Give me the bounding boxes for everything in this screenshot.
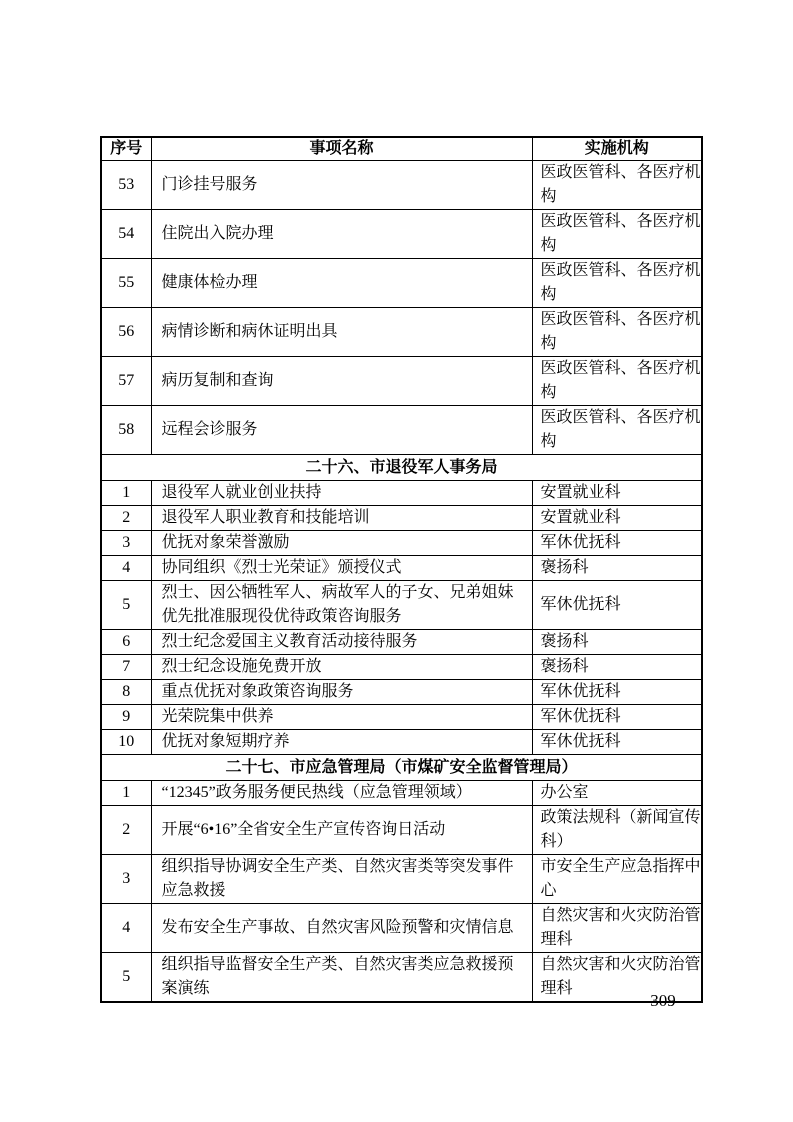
row-org: 军休优抚科 (532, 581, 702, 630)
row-org: 自然灾害和火灾防治管理科 (532, 904, 702, 953)
table-row (101, 259, 702, 308)
row-org: 军休优抚科 (532, 680, 702, 705)
section-row (101, 755, 702, 781)
row-org: 褒扬科 (532, 556, 702, 581)
table-row (101, 655, 702, 680)
row-item-name: 退役军人就业创业扶持 (151, 481, 532, 506)
row-number: 58 (101, 406, 151, 455)
row-number: 4 (101, 904, 151, 953)
table-row (101, 406, 702, 455)
row-org: 医政医管科、各医疗机构 (532, 259, 702, 308)
table-row (101, 581, 702, 630)
row-number: 2 (101, 506, 151, 531)
table-row (101, 705, 702, 730)
table-row (101, 357, 702, 406)
row-number: 57 (101, 357, 151, 406)
section-row (101, 455, 702, 481)
row-org: 医政医管科、各医疗机构 (532, 210, 702, 259)
table-row (101, 953, 702, 1003)
row-item-name: 退役军人职业教育和技能培训 (151, 506, 532, 531)
table-row (101, 556, 702, 581)
row-item-name: 优抚对象荣誉激励 (151, 531, 532, 556)
row-org: 医政医管科、各医疗机构 (532, 406, 702, 455)
header-row (101, 137, 702, 161)
row-item-name: 开展“6•16”全省安全生产宣传咨询日活动 (151, 806, 532, 855)
table-row (101, 161, 702, 210)
row-item-name: 烈士纪念爱国主义教育活动接待服务 (151, 630, 532, 655)
row-org: 褒扬科 (532, 630, 702, 655)
row-item-name: 发布安全生产事故、自然灾害风险预警和灾情信息 (151, 904, 532, 953)
row-org: 市安全生产应急指挥中心 (532, 855, 702, 904)
section-title: 二十七、市应急管理局（市煤矿安全监督管理局） (101, 755, 702, 781)
row-item-name: 光荣院集中供养 (151, 705, 532, 730)
table-row (101, 481, 702, 506)
header-cell-no: 序号 (101, 137, 151, 161)
table-row (101, 904, 702, 953)
row-number: 3 (101, 531, 151, 556)
row-number: 56 (101, 308, 151, 357)
row-item-name: “12345”政务服务便民热线（应急管理领域） (151, 781, 532, 806)
row-item-name: 病历复制和查询 (151, 357, 532, 406)
row-number: 8 (101, 680, 151, 705)
row-number: 9 (101, 705, 151, 730)
table-row (101, 855, 702, 904)
section-title: 二十六、市退役军人事务局 (101, 455, 702, 481)
row-item-name: 门诊挂号服务 (151, 161, 532, 210)
row-org: 军休优抚科 (532, 705, 702, 730)
row-item-name: 烈士、因公牺牲军人、病故军人的子女、兄弟姐妹优先批准服现役优待政策咨询服务 (151, 581, 532, 630)
row-org: 政策法规科（新闻宣传科） (532, 806, 702, 855)
table-row (101, 210, 702, 259)
header-cell-org: 实施机构 (532, 137, 702, 161)
page-number: — 309 — (629, 991, 697, 1010)
row-org: 军休优抚科 (532, 531, 702, 556)
row-item-name: 病情诊断和病休证明出具 (151, 308, 532, 357)
row-number: 54 (101, 210, 151, 259)
row-org: 办公室 (532, 781, 702, 806)
row-org: 医政医管科、各医疗机构 (532, 161, 702, 210)
table-row (101, 506, 702, 531)
row-number: 53 (101, 161, 151, 210)
row-number: 1 (101, 781, 151, 806)
table-row (101, 730, 702, 755)
row-item-name: 住院出入院办理 (151, 210, 532, 259)
row-item-name: 健康体检办理 (151, 259, 532, 308)
row-item-name: 烈士纪念设施免费开放 (151, 655, 532, 680)
row-number: 55 (101, 259, 151, 308)
row-item-name: 协同组织《烈士光荣证》颁授仪式 (151, 556, 532, 581)
row-number: 3 (101, 855, 151, 904)
row-item-name: 组织指导协调安全生产类、自然灾害类等突发事件应急救援 (151, 855, 532, 904)
row-org: 安置就业科 (532, 506, 702, 531)
row-org: 医政医管科、各医疗机构 (532, 357, 702, 406)
row-org: 医政医管科、各医疗机构 (532, 308, 702, 357)
row-number: 6 (101, 630, 151, 655)
table-row (101, 531, 702, 556)
row-item-name: 组织指导监督安全生产类、自然灾害类应急救援预案演练 (151, 953, 532, 1003)
row-number: 7 (101, 655, 151, 680)
table-row (101, 781, 702, 806)
row-org: 军休优抚科 (532, 730, 702, 755)
service-items-table (100, 136, 703, 1003)
table-body (101, 161, 702, 1003)
row-org: 自然灾害和火灾防治管理科 (532, 953, 702, 1003)
row-number: 5 (101, 581, 151, 630)
row-org: 安置就业科 (532, 481, 702, 506)
row-item-name: 优抚对象短期疗养 (151, 730, 532, 755)
row-org: 褒扬科 (532, 655, 702, 680)
row-item-name: 重点优抚对象政策咨询服务 (151, 680, 532, 705)
table-row (101, 308, 702, 357)
table-row (101, 630, 702, 655)
table-header (101, 137, 702, 161)
row-item-name: 远程会诊服务 (151, 406, 532, 455)
row-number: 2 (101, 806, 151, 855)
row-number: 10 (101, 730, 151, 755)
row-number: 5 (101, 953, 151, 1003)
table-row (101, 806, 702, 855)
row-number: 1 (101, 481, 151, 506)
row-number: 4 (101, 556, 151, 581)
header-cell-name: 事项名称 (151, 137, 532, 161)
table-row (101, 680, 702, 705)
